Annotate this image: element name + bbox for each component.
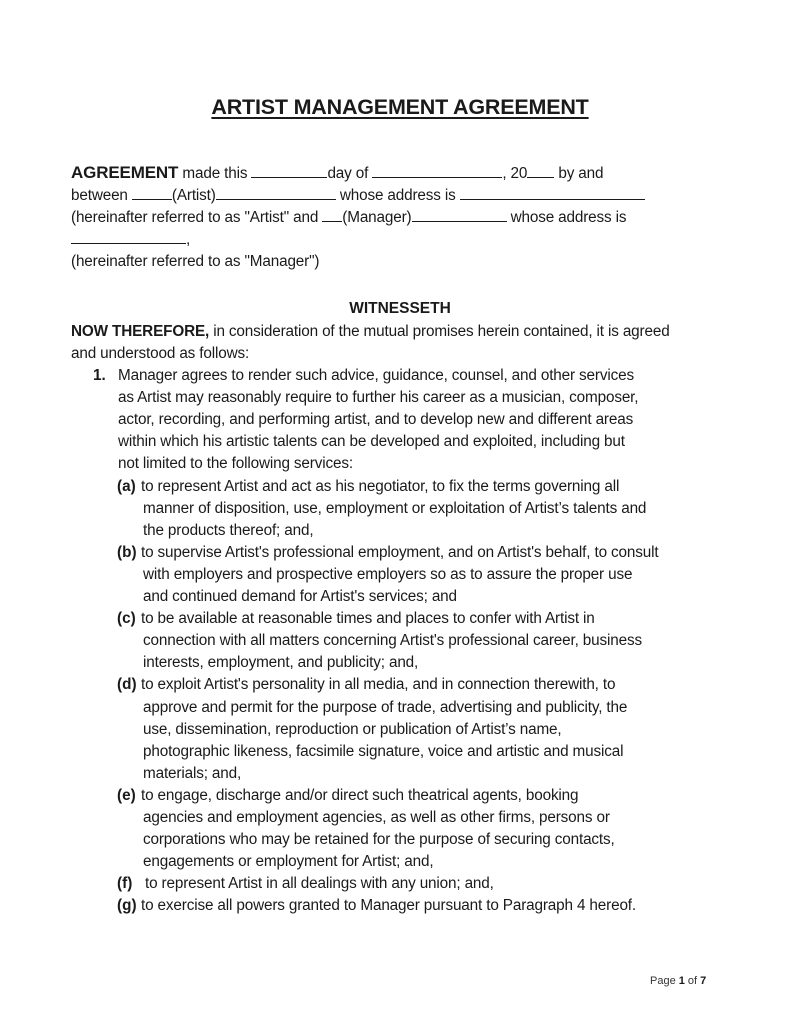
now-therefore-text: in consideration of the mutual promises herein contained, it is agreed: [209, 323, 670, 340]
year-blank[interactable]: [527, 164, 554, 178]
subitem-line: photographic likeness, facsimile signature, voice and artistic and musical: [143, 742, 624, 760]
agreement-lead-word: AGREEMENT: [71, 163, 179, 182]
subitem-line: the products thereof; and,: [143, 521, 314, 539]
subitem-line: with employers and prospective employers so as to assure the proper use: [143, 565, 633, 583]
subitem-line: manner of disposition, use, employment or exploitation of Artist’s talents and: [143, 499, 647, 517]
preamble-text: made this: [178, 165, 252, 182]
preamble-line-1: [71, 163, 603, 183]
preamble-line-5: (hereinafter referred to as "Manager"): [71, 253, 320, 270]
artist-name-blank-post[interactable]: [216, 186, 336, 200]
subitem-line: use, dissemination, reproduction or publication of Artist’s name,: [143, 720, 562, 738]
subitem-line: and continued demand for Artist's services; and: [143, 588, 457, 605]
page-footer: [650, 975, 706, 987]
page-word: Page: [650, 975, 679, 987]
manager-address-blank[interactable]: [71, 230, 186, 244]
preamble-text: whose address is: [506, 209, 627, 226]
subitem-line: to engage, discharge and/or direct such theatrical agents, booking: [141, 786, 579, 804]
total-pages: 7: [700, 975, 707, 987]
subitem-label: (e): [117, 786, 136, 804]
preamble-line-2: [71, 186, 645, 205]
subitem-label: (g): [117, 897, 137, 915]
of-word: of: [684, 975, 701, 987]
day-blank[interactable]: [251, 164, 327, 178]
artist-placeholder: (Artist): [171, 187, 216, 204]
preamble-text: whose address is: [335, 187, 460, 204]
manager-name-blank-pre[interactable]: [322, 208, 342, 222]
clause-1-line: actor, recording, and performing artist, and to develop new and different areas: [118, 411, 634, 429]
subitem-label: (f): [117, 875, 133, 893]
preamble-text: day of: [327, 165, 373, 182]
document-title: ARTIST MANAGEMENT AGREEMENT: [211, 95, 589, 119]
subitem-label: (c): [117, 610, 136, 628]
subitem-line: approve and permit for the purpose of trade, advertising and publicity, the: [143, 698, 628, 716]
subitem-line: to exploit Artist's personality in all media, and in connection therewith, to: [141, 676, 616, 694]
subitem-line: materials; and,: [143, 764, 242, 782]
subitem-line: to represent Artist and act as his negotiator, to fix the terms governing all: [141, 477, 620, 495]
now-therefore-line-1: [71, 323, 670, 341]
subitem-line: interests, employment, and publicity; and,: [143, 654, 419, 672]
subitem-line: to be available at reasonable times and places to confer with Artist in: [141, 610, 595, 628]
preamble-text: , 20: [502, 165, 528, 182]
subitem-line: corporations who may be retained for the purpose of securing contacts,: [143, 831, 615, 849]
subitem-line: to represent Artist in all dealings with any union; and,: [145, 875, 494, 893]
now-therefore-line-2: and understood as follows:: [71, 345, 250, 362]
now-therefore-bold: NOW THEREFORE,: [71, 323, 210, 340]
clause-1-line: as Artist may reasonably require to further his career as a musician, composer,: [118, 389, 639, 407]
clause-1-line: not limited to the following services:: [118, 455, 353, 473]
artist-name-blank-pre[interactable]: [132, 186, 172, 200]
preamble-text: by and: [554, 165, 604, 182]
preamble-text: between: [71, 187, 132, 204]
preamble-line-4: [71, 230, 190, 249]
subitem-label: (d): [117, 676, 137, 694]
subitem-line: connection with all matters concerning Artist's professional career, business: [143, 632, 642, 650]
clause-1-line: within which his artistic talents can be developed and exploited, including but: [118, 433, 625, 451]
current-page-number: 1: [678, 975, 685, 987]
month-blank[interactable]: [372, 164, 502, 178]
preamble-text: (hereinafter referred to as "Artist" and: [71, 209, 323, 226]
subitem-line: engagements or employment for Artist; and,: [143, 853, 434, 871]
artist-address-blank[interactable]: [460, 186, 645, 200]
manager-placeholder: (Manager): [342, 209, 412, 226]
clause-number: 1.: [93, 367, 106, 384]
subitem-line: to exercise all powers granted to Manager pursuant to Paragraph 4 hereof.: [141, 897, 636, 915]
clause-1-line: Manager agrees to render such advice, guidance, counsel, and other services: [118, 367, 634, 384]
preamble-text: ,: [186, 231, 191, 248]
witnesseth-heading: WITNESSETH: [349, 300, 451, 317]
manager-name-blank-post[interactable]: [412, 208, 507, 222]
subitem-label: (b): [117, 543, 137, 561]
subitem-label: (a): [117, 477, 136, 495]
preamble-line-3: [71, 208, 626, 227]
subitem-line: agencies and employment agencies, as well as other firms, persons or: [143, 809, 610, 826]
subitem-line: to supervise Artist's professional employment, and on Artist's behalf, to consult: [141, 543, 659, 561]
